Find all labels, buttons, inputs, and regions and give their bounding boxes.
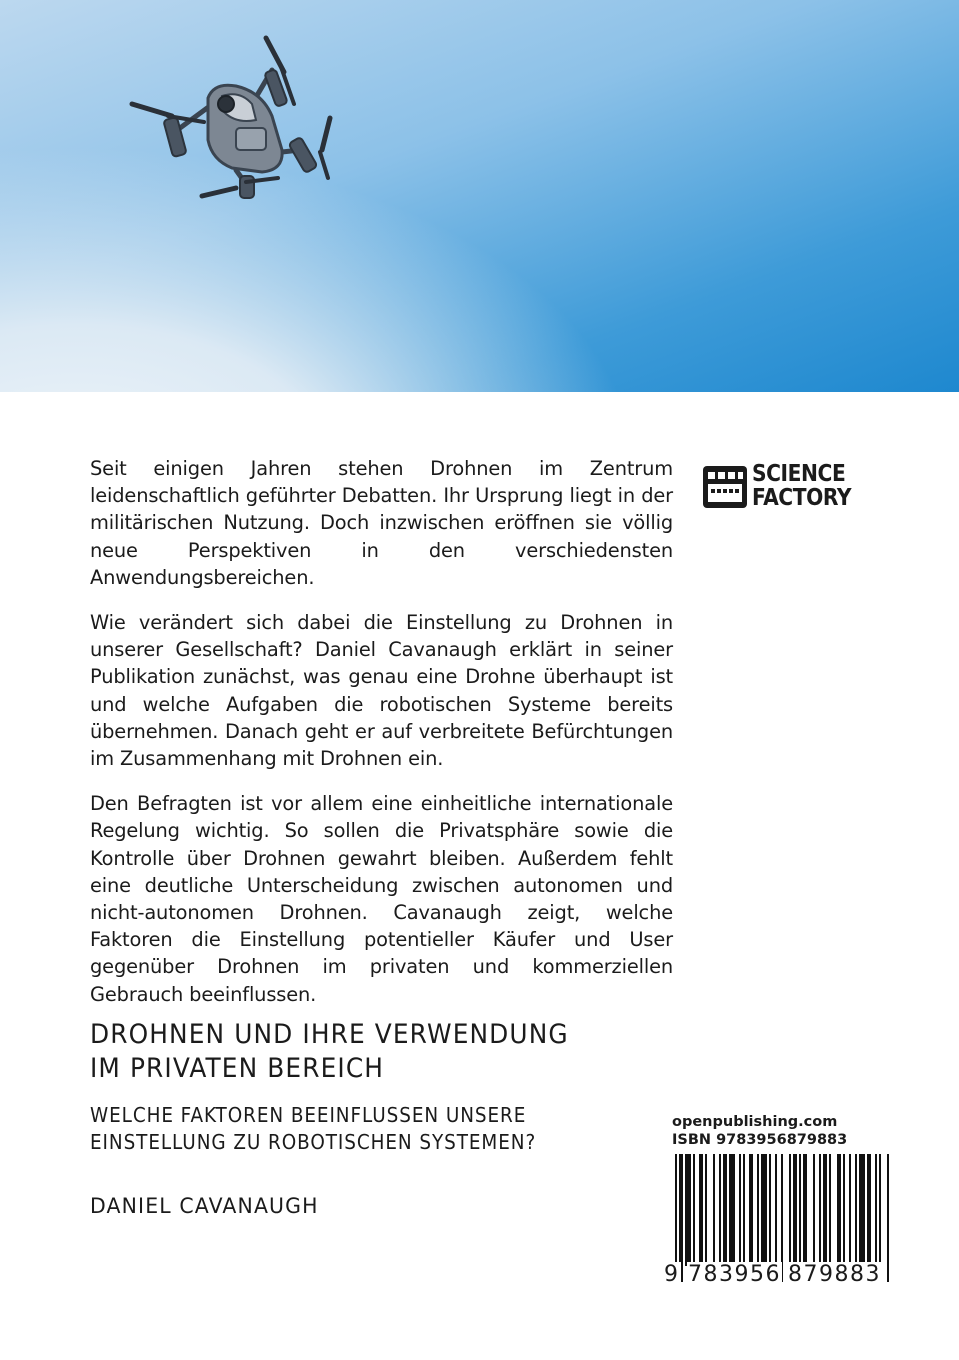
book-subtitle-line-1: WELCHE FAKTOREN BEEINFLUSSEN UNSERE [90,1103,527,1127]
barcode-lead-digit: 9 [664,1262,680,1287]
blurb [90,455,673,1026]
blurb-paragraph: Wie verändert sich dabei die Einstellung zu Drohnen in unserer Gesellschaft? Daniel Cavanaugh erklärt in seiner Publikation zunächst, was genau eine Drohne überhaupt ist und welche Aufgaben die robotischen Systeme bereits übernehmen. Danach geht er auf verbreitete Befürchtungen im Zusammenhang mit Drohnen ein. [90,611,673,771]
book-title [90,1018,569,1086]
book-subtitle-line-2: EINSTELLUNG ZU ROBOTISCHEN SYSTEMEN? [90,1130,537,1154]
book-title-line-1: DROHNEN UND IHRE VERWENDUNG [90,1019,569,1050]
book-subtitle [90,1102,536,1156]
author-name: DANIEL CAVANAUGH [90,1194,319,1219]
drone-image [0,0,959,392]
logo-line-1: SCIENCE [752,461,846,487]
cover-photo [0,0,959,392]
publisher-info [672,1113,847,1149]
blurb-paragraph: Den Befragten ist vor allem eine einheitliche internationale Regelung wichtig. So sollen die Privatsphäre sowie die Kontrolle über Drohnen gewahrt bleiben. Außerdem fehlt eine deutliche Unterscheidung zwischen autonomen und nicht-autonomen Drohnen. Cavanaugh zeigt, welche Faktoren die Einstellung potentieller Käufer und User gegenüber Drohnen im privaten und kommerziellen Gebrauch beeinflussen. [90,792,673,1006]
isbn-text: ISBN 9783956879883 [672,1132,848,1148]
logo-wordmark [752,462,851,510]
book-title-line-2: IM PRIVATEN BEREICH [90,1053,385,1084]
barcode-group-2: 879883 [788,1262,881,1287]
blurb-paragraph: Seit einigen Jahren stehen Drohnen im Zentrum leidenschaftlich geführter Debatten. Ihr Ursprung liegt in der militärischen Nutzung. Doch inzwischen eröffnen sie völlig neue Perspektiven in den verschiedensten Anwendungsbereichen. [90,457,673,589]
publisher-url: openpublishing.com [672,1114,838,1130]
science-factory-logo-icon [702,462,750,514]
barcode-group-1: 783956 [688,1262,781,1287]
logo-line-2: FACTORY [752,485,852,511]
